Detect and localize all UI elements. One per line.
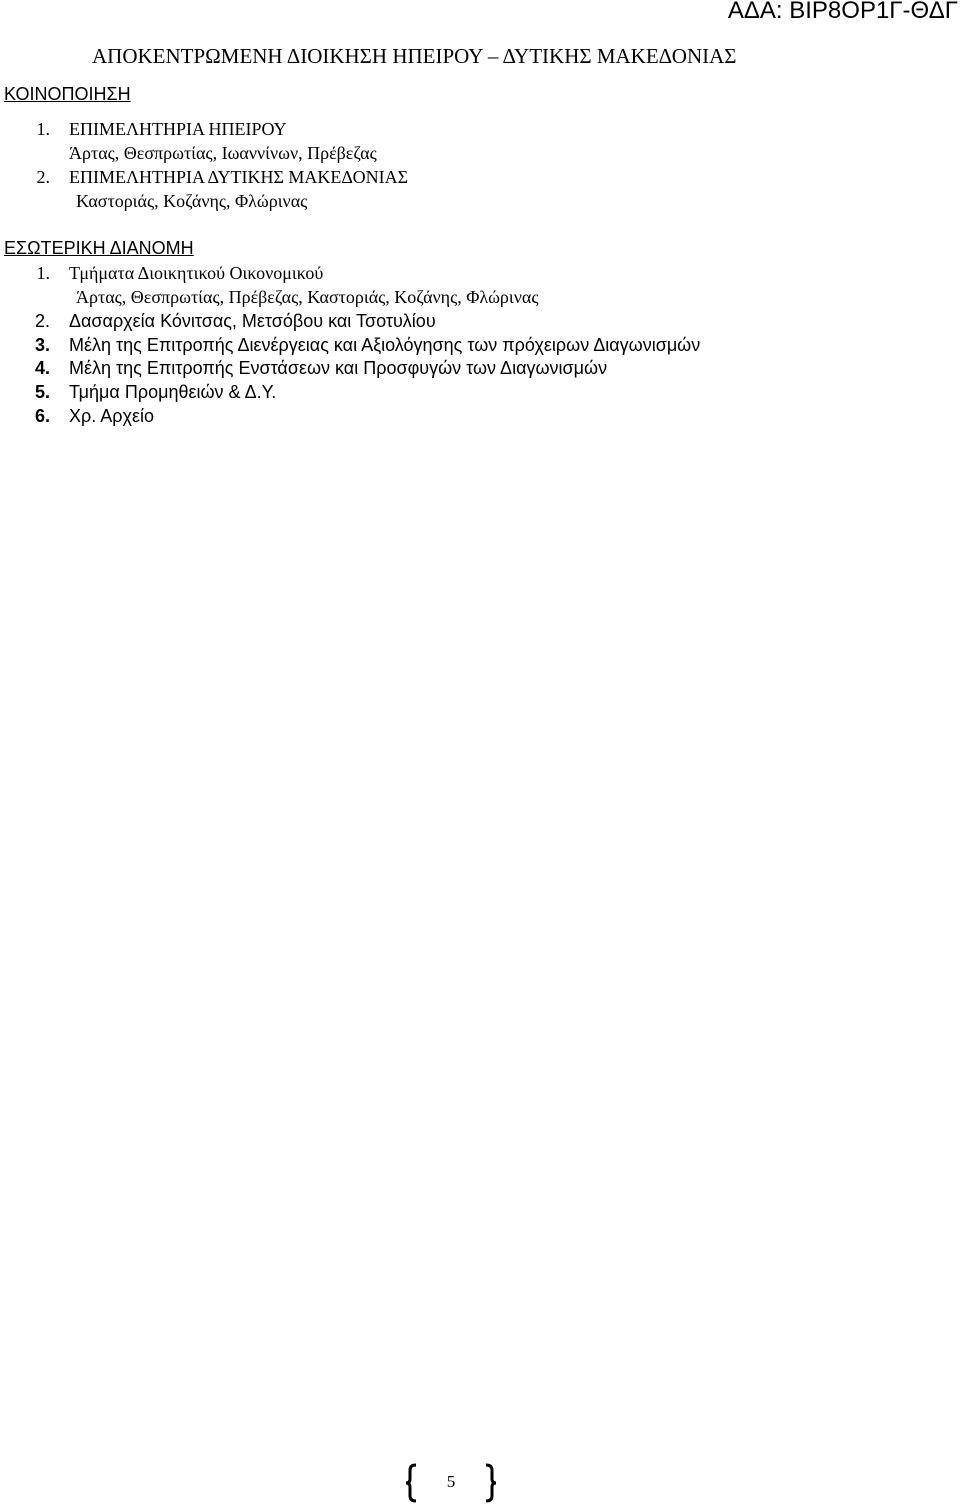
item-text: Δασαρχεία Κόνιτσας, Μετσόβου και Τσοτυλίου [69,311,436,331]
item-detail: Καστοριάς, Κοζάνης, Φλώρινας [76,191,308,211]
item-number: 2. [34,311,50,331]
item-number: 3. [34,335,50,355]
item-number: 4. [34,358,50,378]
item-text: Χρ. Αρχείο [69,406,154,426]
page-footer [405,1463,497,1503]
item-name: ΕΠΙΜΕΛΗΤΗΡΙΑ ΗΠΕΙΡΟΥ [69,119,287,139]
item-detail: Άρτας, Θεσπρωτίας, Ιωαννίνων, Πρέβεζας [69,143,377,163]
notification-title: ΚΟΙΝΟΠΟΙΗΣΗ [4,84,131,104]
item-text: Τμήμα Προμηθειών & Δ.Υ. [69,382,277,402]
item-number: 2. [36,167,50,187]
item-text: Μέλη της Επιτροπής Ενστάσεων και Προσφυγών των Διαγωνισμών [69,358,608,378]
item-number: 5. [34,382,50,402]
internal-distribution-title: ΕΣΩΤΕΡΙΚΗ ΔΙΑΝΟΜΗ [4,238,194,258]
authority-header: ΑΠΟΚΕΝΤΡΩΜΕΝΗ ΔΙΟΙΚΗΣΗ ΗΠΕΙΡΟΥ – ΔΥΤΙΚΗΣ ΜΑΚΕΔΟΝΙΑΣ [92,44,737,68]
item-text: Τμήματα Διοικητικού Οικονομικού [69,263,324,283]
page-number: 5 [446,1472,456,1491]
item-number: 1. [36,263,50,283]
item-detail: Άρτας, Θεσπρωτίας, Πρέβεζας, Καστοριάς, Κοζάνης, Φλώρινας [76,287,539,307]
item-text: Μέλη της Επιτροπής Διενέργειας και Αξιολόγησης των πρόχειρων Διαγωνισμών [69,335,701,355]
item-name: ΕΠΙΜΕΛΗΤΗΡΙΑ ΔΥΤΙΚΗΣ ΜΑΚΕΔΟΝΙΑΣ [69,167,409,187]
item-number: 6. [34,406,50,426]
item-number: 1. [36,119,50,139]
ada-code: ΑΔΑ: ΒΙΡ8ΟΡ1Γ-ΘΔΓ [727,0,958,24]
